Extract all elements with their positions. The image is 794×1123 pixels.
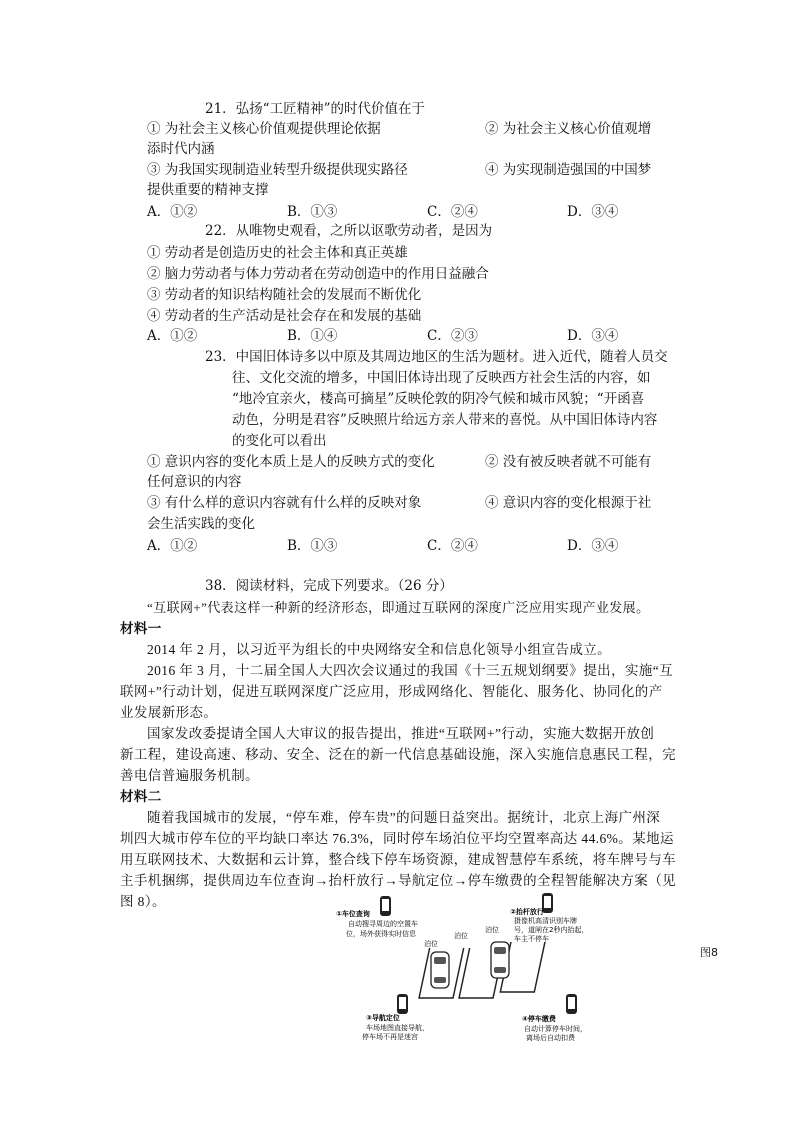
q23-option-1: ① 意识内容的变化本质上是人的反映方式的变化 (147, 454, 435, 470)
q22-option-3: ③ 劳动者的知识结构随社会的发展而不断优化 (147, 287, 422, 303)
slot-label-1: 泊位 (424, 940, 438, 948)
q21-option-1: ① 为社会主义核心价值观提供理论依据 (147, 121, 381, 137)
q23-option-4: ④ 意识内容的变化根源于社 (485, 495, 652, 511)
step3-line-1: 车场地图直接导航， (366, 1024, 429, 1032)
car-icon (491, 942, 509, 978)
step1-title: ①车位查询 (336, 910, 370, 918)
q23-choice-a: A．①② (147, 538, 198, 554)
step4-title: ④停车缴费 (522, 1015, 556, 1023)
material-2-line-5: 图 8）。 (120, 894, 166, 909)
phone-screen-icon (568, 997, 575, 1009)
q23-stem-line-4: 动色，分明是君容”反映照片给远方亲人带来的喜悦。从中国旧体诗内容 (232, 412, 658, 428)
q22-stem: 22．从唯物史观看，之所以讴歌劳动者，是因为 (205, 223, 493, 239)
q23-stem-line-3: “地冷宜亲火，楼高可摘星”反映伦敦的阴冷气候和城市风貌；“开函喜 (232, 391, 645, 407)
q22-choice-a: A．①② (147, 328, 198, 344)
material-1-para-1: 2014 年 2 月，以习近平为组长的中央网络安全和信息化领导小组宣告成立。 (147, 642, 612, 657)
material-1-para-3-line-3: 善电信普遍服务机制。 (120, 768, 259, 783)
material-1-title: 材料一 (120, 621, 162, 636)
q22-choice-c: C．②③ (427, 328, 478, 344)
q21-stem: 21．弘扬“工匠精神”的时代价值在于 (205, 101, 425, 117)
q23-stem-line-1: 23．中国旧体诗多以中原及其周边地区的生活为题材。进入近代，随着人员交 (205, 349, 668, 365)
q23-option-2-cont: 任何意识的内容 (147, 474, 242, 490)
figure-label: 图8 (700, 946, 718, 959)
q21-choice-d: D．③④ (567, 204, 619, 220)
material-2-line-4: 主手机捆绑，提供周边车位查询→抬杆放行→导航定位→停车缴费的全程智能解决方案（见 (120, 873, 676, 888)
q22-option-1: ① 劳动者是创造历史的社会主体和真正英雄 (147, 245, 408, 261)
step3-title: ③导航定位 (366, 1014, 400, 1022)
car-icon (431, 952, 449, 988)
q21-choice-b: B．①③ (287, 204, 338, 220)
material-2-line-3: 用互联网技术、大数据和云计算，整合线下停车场资源，建成智慧停车系统，将车牌号与车 (120, 852, 676, 867)
q21-option-3: ③ 为我国实现制造业转型升级提供现实路径 (147, 162, 408, 178)
q23-choice-c: C．②④ (427, 538, 478, 554)
q22-option-2: ② 脑力劳动者与体力劳动者在劳动创造中的作用日益融合 (147, 266, 489, 282)
step1-line-1: 自动搜寻周边的空置车 (348, 920, 418, 928)
material-2-line-2: 圳四大城市停车位的平均缺口率达 76.3%，同时停车场泊位平均空置率高达 44.6%。某地运 (120, 831, 674, 846)
step2-line-1: 摄像机高清识别车牌 (514, 917, 577, 925)
q21-choice-a: A．①② (147, 204, 198, 220)
q38-stem: 38．阅读材料，完成下列要求。（26 分） (205, 578, 453, 594)
step4-line-1: 自动计算停车时间， (524, 1025, 587, 1033)
phone-screen-icon (382, 899, 389, 911)
material-1-para-3-line-1: 国家发改委提请全国人大审议的报告提出，推进“互联网+”行动，实施大数据开放创 (147, 726, 655, 741)
slot-label-3: 泊位 (485, 926, 499, 934)
q21-option-2: ② 为社会主义核心价值观增 (485, 121, 652, 137)
step1-line-2: 位，场外获得实时信息 (346, 930, 416, 938)
q23-option-4-cont: 会生活实践的变化 (147, 516, 255, 532)
material-1-para-3-line-2: 新工程，建设高速、移动、安全、泛在的新一代信息基础设施，深入实施信息惠民工程，完 (120, 747, 676, 762)
q38-intro: “互联网+”代表这样一种新的经济形态，即通过互联网的深度广泛应用实现产业发展。 (147, 600, 650, 615)
material-1-para-2-line-1: 2016 年 3 月，十二届全国人大四次会议通过的我国《十三五规划纲要》提出，实施“互 (147, 663, 674, 678)
q22-choice-d: D．③④ (567, 328, 619, 344)
material-1-para-2-line-2: 联网+”行动计划，促进互联网深度广泛应用，形成网络化、智能化、服务化、协同化的产 (120, 684, 663, 699)
smart-parking-figure (330, 890, 600, 1050)
q21-option-4: ④ 为实现制造强国的中国梦 (485, 162, 652, 178)
q23-stem-line-5: 的变化可以看出 (232, 433, 327, 449)
step2-line-3: 车主不停车 (514, 935, 549, 943)
material-2-line-1: 随着我国城市的发展，“停车难，停车贵”的问题日益突出。据统计，北京上海广州深 (147, 810, 661, 825)
step2-line-2: 号，道闸在2秒内抬起， (514, 926, 589, 934)
q21-choice-c: C．②④ (427, 204, 478, 220)
q23-option-2: ② 没有被反映者就不可能有 (485, 454, 652, 470)
material-2-title: 材料二 (120, 789, 162, 804)
phone-screen-icon (544, 896, 551, 908)
q23-option-3: ③ 有什么样的意识内容就有什么样的反映对象 (147, 495, 422, 511)
step2-title: ②抬杆放行 (510, 908, 544, 916)
phone-screen-icon (399, 997, 406, 1009)
q22-choice-b: B．①④ (287, 328, 338, 344)
q21-option-4-cont: 提供重要的精神支撑 (147, 182, 269, 198)
step4-line-2: 离场后自动扣费 (526, 1034, 575, 1042)
slot-label-2: 泊位 (454, 932, 468, 940)
q23-choice-b: B．①③ (287, 538, 338, 554)
q23-stem-line-2: 往、文化交流的增多，中国旧体诗出现了反映西方社会生活的内容，如 (232, 370, 651, 386)
material-1-para-2-line-3: 业发展新形态。 (120, 705, 218, 720)
q22-option-4: ④ 劳动者的生产活动是社会存在和发展的基础 (147, 308, 422, 324)
step3-line-2: 停车场不再是迷宫 (362, 1033, 418, 1041)
q21-option-2-cont: 添时代内涵 (147, 141, 215, 157)
q23-choice-d: D．③④ (567, 538, 619, 554)
